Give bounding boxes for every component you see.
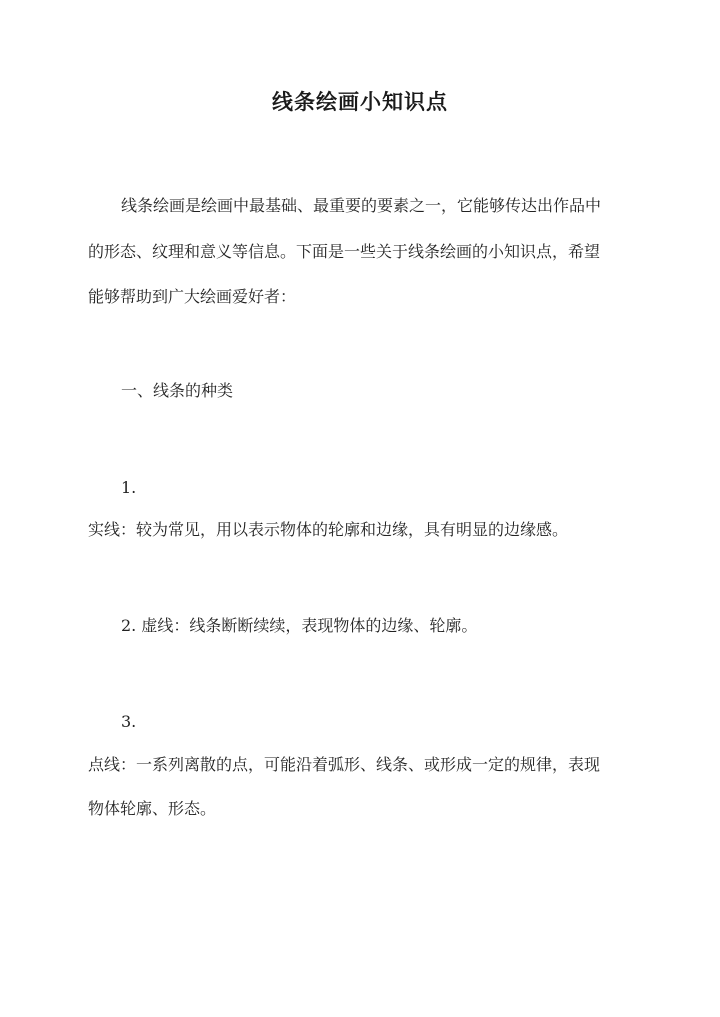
item-1-text: 实线：较为常见，用以表示物体的轮廓和边缘，具有明显的边缘感。 (88, 520, 569, 539)
section-heading: 一、线条的种类 (121, 381, 234, 400)
intro-line-1: 线条绘画是绘画中最基础、最重要的要素之一，它能够传达出作品中 (121, 196, 602, 215)
item-3-number: 3. (121, 712, 137, 731)
item-1-number: 1. (121, 478, 137, 497)
item-3-line-2: 物体轮廓、形态。 (88, 799, 217, 818)
item-2-text: 2. 虚线：线条断断续续，表现物体的边缘、轮廓。 (121, 616, 478, 635)
intro-line-2: 的形态、纹理和意义等信息。下面是一些关于线条绘画的小知识点，希望 (88, 242, 601, 261)
item-3-line-1: 点线：一系列离散的点，可能沿着弧形、线条、或形成一定的规律，表现 (88, 755, 601, 774)
intro-line-3: 能够帮助到广大绘画爱好者： (88, 287, 297, 306)
page-title: 线条绘画小知识点 (272, 89, 448, 114)
